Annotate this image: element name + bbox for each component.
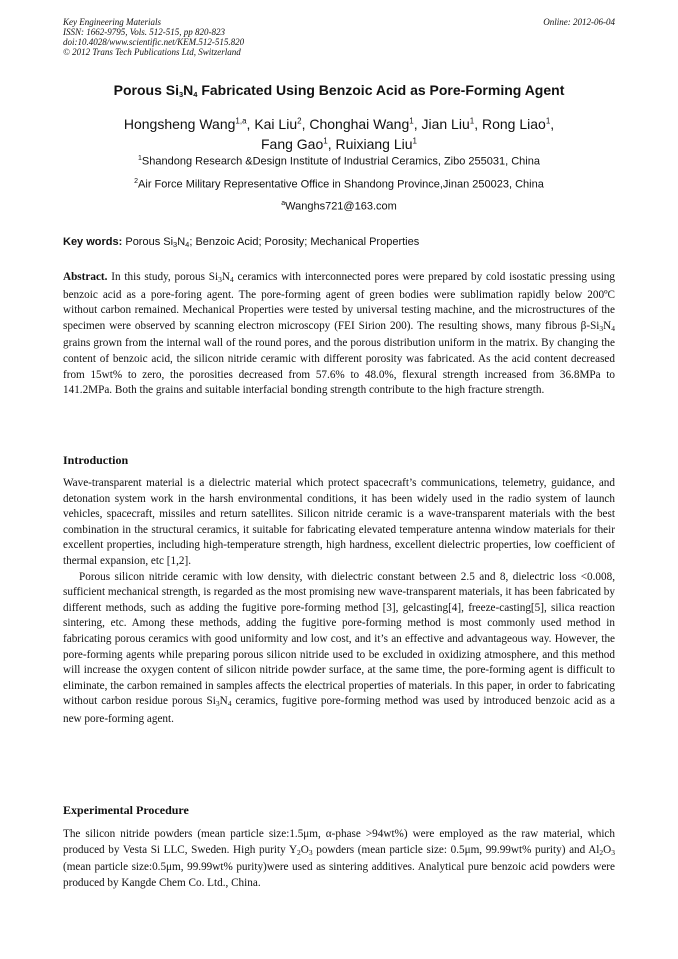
affiliation: $^1$Shandong Research &Design Institute of Industrial Ceramics, Zibo 255031, China <box>138 155 540 168</box>
author: Ruixiang Liu$^1$ <box>335 136 417 153</box>
title-text: Porous Si <box>113 82 179 98</box>
keywords: Key words: Porous $Si_3N_4$; Benzoic Acid; Porosity; Mechanical Properties <box>63 236 420 249</box>
author-list <box>63 112 615 153</box>
title-text: Fabricated Using Benzoic Acid as Pore-Forming Agent <box>197 82 565 98</box>
paper-title <box>63 82 615 99</box>
journal-name: Key Engineering Materials <box>63 17 161 27</box>
doi-line: doi:10.4028/www.scientific.net/KEM.512-515.820 <box>63 37 245 47</box>
author: Rong Liao$^1$, <box>481 115 555 132</box>
abstract-label: Abstract. <box>63 271 108 283</box>
author: Jian Liu$^1$, <box>421 115 482 132</box>
title-subscript: 3 <box>178 90 184 99</box>
title-text: N <box>183 82 194 98</box>
copyright-line: © 2012 Trans Tech Publications Ltd, Switzerland <box>63 47 241 57</box>
issn-line: ISSN: 1662-9795, Vols. 512-515, pp 820-823 <box>63 27 225 37</box>
abstract: Abstract. In this study, porous $Si_3N_4$ ceramics with interconnected pores were prepared by cold isostatic pressing using benzoic acid as a pore-foring agent. The pore-forming agent of green bodies were sublimation rapidly below 200ºC without carbon remained. Mechanical Properties were tested by universal testing machine, and the microstructures of the specimen were observed by scanning electron microscopy (FEI Sirion 200). The resulting shows, many fibrous $\beta-Si_3N_4$ grains grown from the internal wall of the round pores, and the porous distribution uniform in the matrix. By changing the content of benzoic acid, the silicon nitride ceramic with different porosity was fabricated. As the acid content decreased from 15wt% to zero, the porosities decreased from 57.6% to 48.0%, flexural strength increased from 36.8MPa to 141.2MPa. Both the grains and suitable interfacial bonding strength contribute to the high fracture strength. <box>63 271 615 397</box>
online-date: Online: 2012-06-04 <box>543 17 615 27</box>
paragraph: Wave-transparent material is a dielectric material which protect spacecraft’s communications, telemetry, guidance, and detonation system work in the harsh environmental conditions, it has been widely used in the radio system of launch vehicles, spacecraft, missiles and return satellites. Silicon nitride ceramic is a wave-transparent materials with the best combination in the structural ceramics, it suitable for fabricating elevated temperature antenna window materials for their excellent properties, including high-temperature strength, high hardness, excellent dielectric properties, low coefficient of thermal expansion, etc [1,2]. <box>63 477 615 567</box>
author: Chonghai Wang$^1$, <box>309 115 422 132</box>
section-heading-experimental: Experimental Procedure <box>63 803 189 817</box>
paragraph: Porous silicon nitride ceramic with low density, with dielectric constant between 2.5 and 8, dielectric loss <0.008, sufficient mechanical strength, is regarded as the most promising new wave-transparent materials, it has been fabricated by different methods, such as adding the fugitive pore-forming method [3], gelcasting[4], freeze-casting[5], silica reaction sintering, etc. Among these methods, adding the fugitive pore-forming method is most commonly used method in fabricating porous ceramics with good uniformity and low cost, and it’s an effective and advantageous way. However, the pore-forming agents while preparing porous silicon nitride used to be excluded in oxidizing atmosphere, and this method will increase the oxygen content of silicon nitride powder surface, at the same time, the pore-forming agent is difficult to eliminate, the carbon remained in samples affects the electrical properties of materials. In this paper, in order to fabricating without carbon residue porous $Si_3N_4$ ceramics, fugitive pore-forming method was used by introduced benzoic acid as a new pore-forming agent. <box>63 570 615 725</box>
section-heading-introduction: Introduction <box>63 453 129 467</box>
author: Kai Liu$^2$, <box>254 115 310 132</box>
introduction-body <box>63 476 615 728</box>
keywords-label: Key words: <box>63 236 123 248</box>
author-email: $^a$Wanghs721@163.com <box>281 200 397 213</box>
author: Fang Gao$^1$, <box>260 136 336 153</box>
journal-header <box>63 17 244 57</box>
affiliation: $^2$Air Force Military Representative Office in Shandong Province,Jinan 250023, China <box>134 178 544 191</box>
experimental-body: The silicon nitride powders (mean particle size:1.5μm, α-phase >94wt%) were employed as the raw material, which produced by Vesta Si LLC, Sweden. High purity $Y_2O_3$ powders (mean particle size: 0.5μm, 99.99wt% purity) and $Al_2O_3$ (mean particle size:0.5μm, 99.99wt% purity)were used as sintering additives. Analytical pure benzoic acid powders were produced by Kangde Chem Co. Ltd., China. <box>63 828 616 889</box>
author: Hongsheng Wang$^{1,a}$, <box>123 115 255 132</box>
title-subscript: 4 <box>193 90 198 99</box>
